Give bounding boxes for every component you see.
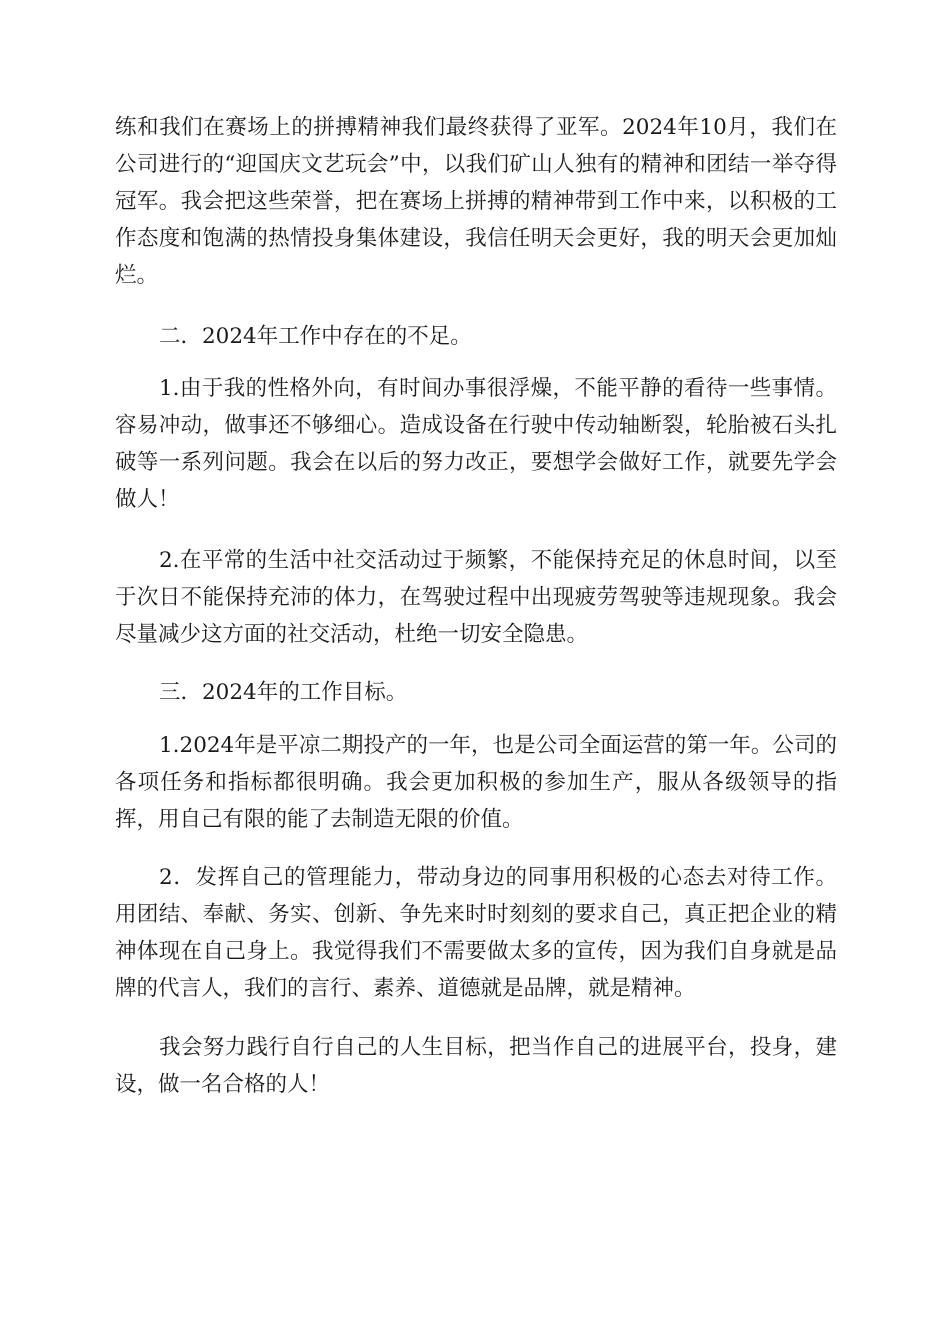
paragraph-shortcoming-2: 2.在平常的生活中社交活动过于频繁，不能保持充足的休息时间，以至于次日不能保持充沛的体力，在驾驶过程中出现疲劳驾驶等违规现象。我会尽量减少这方面的社交活动，杜绝一切安全隐患。 (115, 548, 837, 647)
section-heading-goals: 三．2024年的工作目标。 (159, 680, 408, 705)
section-heading-shortcomings: 二．2024年工作中存在的不足。 (159, 324, 472, 349)
paragraph-goal-2: 2．发挥自己的管理能力，带动身边的同事用积极的心态去对待工作。用团结、奉献、务实、创新、争先来时时刻刻的要求自己，真正把企业的精神体现在自己身上。我觉得我们不需要做太多的宣传，因为我们自身就是品牌的代言人，我们的言行、素养、道德就是品牌，就是精神。 (115, 865, 837, 1001)
paragraph-shortcoming-1: 1.由于我的性格外向，有时间办事很浮燥，不能平静的看待一些事情。容易冲动，做事还不够细心。造成设备在行驶中传动轴断裂，轮胎被石头扎破等一系列问题。我会在以后的努力改正，要想学会做好工作，就要先学会做人！ (115, 376, 837, 512)
paragraph-goal-1: 1.2024年是平凉二期投产的一年，也是公司全面运营的第一年。公司的各项任务和指标都很明确。我会更加积极的参加生产，服从各级领导的指挥，用自己有限的能了去制造无限的价值。 (115, 733, 837, 832)
paragraph-continuation: 练和我们在赛场上的拼搏精神我们最终获得了亚军。2024年10月，我们在公司进行的“迎国庆文艺玩会”中，以我们矿山人独有的精神和团结一举夺得冠军。我会把这些荣誉，把在赛场上拼搏的精神带到工作中来，以积极的工作态度和饱满的热情投身集体建设，我信任明天会更好，我的明天会更加灿烂。 (115, 115, 837, 288)
paragraph-closing: 我会努力践行自行自己的人生目标，把当作自己的进展平台，投身，建设，做一名合格的人！ (115, 1035, 837, 1097)
